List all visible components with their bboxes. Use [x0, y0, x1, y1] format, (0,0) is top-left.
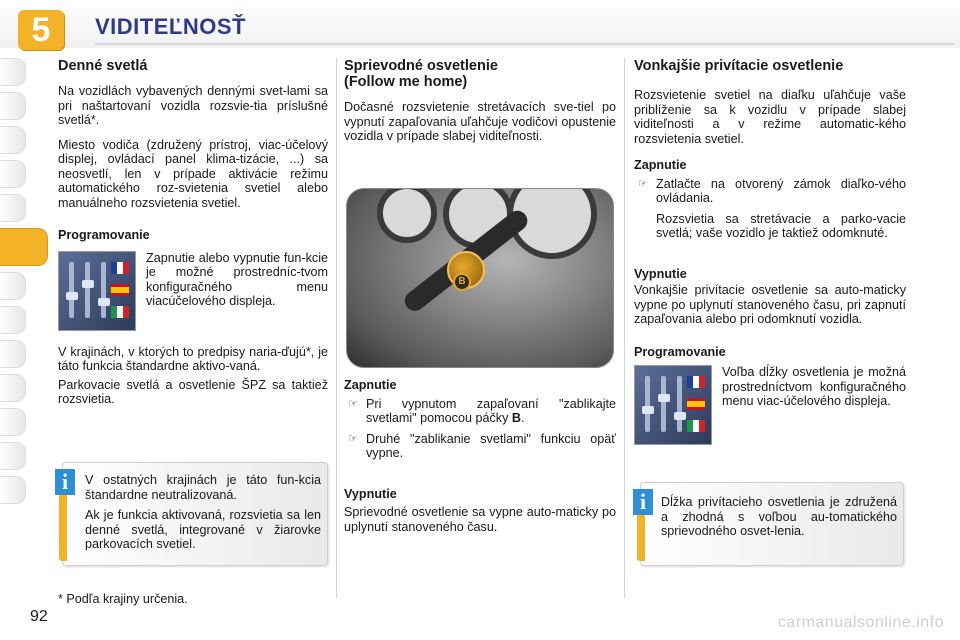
- flag-france-icon: [687, 376, 705, 388]
- programming-block: [58, 251, 328, 331]
- info-paragraph: V ostatných krajinách je táto fun-kcia štandardne neutralizovaná.: [85, 473, 321, 502]
- chapter-tab[interactable]: [0, 160, 26, 188]
- section-welcome-lighting: [634, 58, 906, 459]
- info-text: [661, 495, 897, 545]
- chapter-tab[interactable]: [0, 442, 26, 470]
- info-text: [85, 473, 321, 558]
- section-title: [344, 58, 616, 90]
- section-title-line: (Follow me home): [344, 74, 468, 90]
- paragraph: Dočasné rozsvietenie stretávacích sve-tiel po vypnutí zapaľovania uľahčuje vodičovi opustenie vozidla v prípade slabej viditeľnosti.: [344, 100, 616, 143]
- chapter-tab[interactable]: [0, 340, 26, 368]
- header-divider: [95, 43, 955, 45]
- section-title: Denné svetlá: [58, 58, 148, 74]
- chapter-tab[interactable]: [0, 126, 26, 154]
- chapter-tab[interactable]: [0, 306, 26, 334]
- page-title: VIDITEĽNOSŤ: [95, 14, 246, 39]
- section-daytime-lights: [58, 58, 328, 417]
- paragraph: Na vozidlách vybavených dennými svet-lami sa pri naštartovaní vozidla rozsvie-tia príslušné svetlá*.: [58, 84, 328, 127]
- programming-text: Zapnutie alebo vypnutie fun-kcie je možné prostredníc-tvom konfiguračného menu viacúčelového displeja.: [146, 250, 328, 308]
- subsection-title: Programovanie: [58, 228, 150, 242]
- flag-spain-icon: [687, 398, 705, 410]
- chapter-tab[interactable]: [0, 194, 26, 222]
- footnote: * Podľa krajiny určenia.: [58, 592, 188, 606]
- section-title-line: Sprievodné osvetlenie: [344, 58, 498, 74]
- section-title: Vonkajšie privítacie osvetlenie: [634, 58, 844, 74]
- bullet-text: Zatlačte na otvorený zámok diaľko-vého ovládania.: [656, 176, 906, 205]
- subsection-title: Vypnutie: [344, 486, 397, 501]
- flag-italy-icon: [687, 420, 705, 432]
- paragraph: Miesto vodiča (združený prístroj, viac-účelový displej, ovládací panel klima-tizácie, ...) sa neosvetlí, len v prípade aktivácie režimu automatického roz-svietenia svetiel alebo manuálneho rozsvietenia svetiel.: [58, 137, 328, 210]
- watermark: carmanualsonline.info: [777, 614, 944, 631]
- stalk-b-label: B: [458, 276, 466, 287]
- chapter-tab[interactable]: [0, 476, 26, 504]
- section-follow-me-home: [344, 58, 616, 154]
- chapter-tab[interactable]: [0, 374, 26, 402]
- paragraph: V krajinách, v ktorých to predpisy naria-ďujú*, je táto funkcia štandardne aktivo-vaná.: [58, 344, 328, 373]
- info-box: [62, 462, 328, 566]
- chapter-side-tabs: [0, 58, 30, 510]
- stalk-b-marker: [453, 273, 471, 291]
- paragraph: Rozsvietenie svetiel na diaľku uľahčuje vaše priblíženie sa k vozidlu v prípade slabej viditeľnosti a v režime automatic-kého rozsvietenia svetiel.: [634, 88, 906, 146]
- hand-pointer-icon: ☞: [348, 432, 358, 445]
- bullet-item: [344, 397, 616, 426]
- chapter-tab[interactable]: [0, 92, 26, 120]
- chapter-tab-active[interactable]: [0, 228, 48, 266]
- subsection-title: Zapnutie: [634, 158, 687, 172]
- subsection-title: Zapnutie: [344, 378, 397, 392]
- bullet-text: Druhé "zablikanie svetlami" funkciu opäť vypne.: [366, 431, 616, 460]
- bullet-item: [634, 177, 906, 206]
- column-divider: [336, 58, 337, 598]
- chapter-tab[interactable]: [0, 408, 26, 436]
- hand-pointer-icon: ☞: [638, 177, 648, 190]
- flag-france-icon: [111, 262, 129, 274]
- flag-spain-icon: [111, 284, 129, 296]
- info-icon: i: [55, 469, 75, 495]
- info-box: [640, 482, 904, 566]
- display-menu-illustration: [58, 251, 136, 331]
- bullet-continuation: Rozsvietia sa stretávacie a parko-vacie svetlá; vaše vozidlo je taktiež odomknuté.: [656, 211, 906, 240]
- bullet-item: [344, 432, 616, 461]
- paragraph: Vonkajšie privítacie osvetlenie sa auto-maticky vypne po uplynutí stanoveného času, pri zapnutí zapaľovania alebo pri odomknutí vozidla.: [634, 283, 906, 326]
- chapter-number-badge: 5: [18, 10, 64, 50]
- paragraph: Parkovacie svetlá a osvetlenie ŠPZ sa taktiež rozsvietia.: [58, 377, 328, 406]
- hand-pointer-icon: ☞: [348, 397, 358, 410]
- subsection-title: Vypnutie: [634, 266, 687, 281]
- column-divider: [624, 58, 625, 598]
- subsection-title: Programovanie: [634, 344, 726, 359]
- info-icon: i: [633, 489, 653, 515]
- info-paragraph: Dĺžka privítacieho osvetlenia je združená a zhodná s voľbou au-tomatického sprievodného osvet-lenia.: [661, 495, 897, 538]
- chapter-tab[interactable]: [0, 58, 26, 86]
- info-paragraph: Ak je funkcia aktivovaná, rozsvietia sa len denné svetlá, integrované v žiarovke parkovacích svetiel.: [85, 508, 321, 551]
- flag-italy-icon: [111, 306, 129, 318]
- bullet-text: Pri vypnutom zapaľovaní "zablikajte svetlami" pomocou páčky B.: [366, 396, 616, 425]
- paragraph: Sprievodné osvetlenie sa vypne auto-maticky po uplynutí stanoveného času.: [344, 505, 616, 534]
- display-menu-illustration: [634, 365, 712, 445]
- page-number: 92: [30, 608, 48, 625]
- follow-me-home-controls: [344, 378, 616, 544]
- programming-block: [634, 365, 906, 445]
- programming-text: Voľba dĺžky osvetlenia je možná prostredníctvom konfiguračného menu viac-účelového displeja.: [722, 365, 906, 408]
- steering-stalk-illustration: [346, 188, 614, 368]
- chapter-tab[interactable]: [0, 272, 26, 300]
